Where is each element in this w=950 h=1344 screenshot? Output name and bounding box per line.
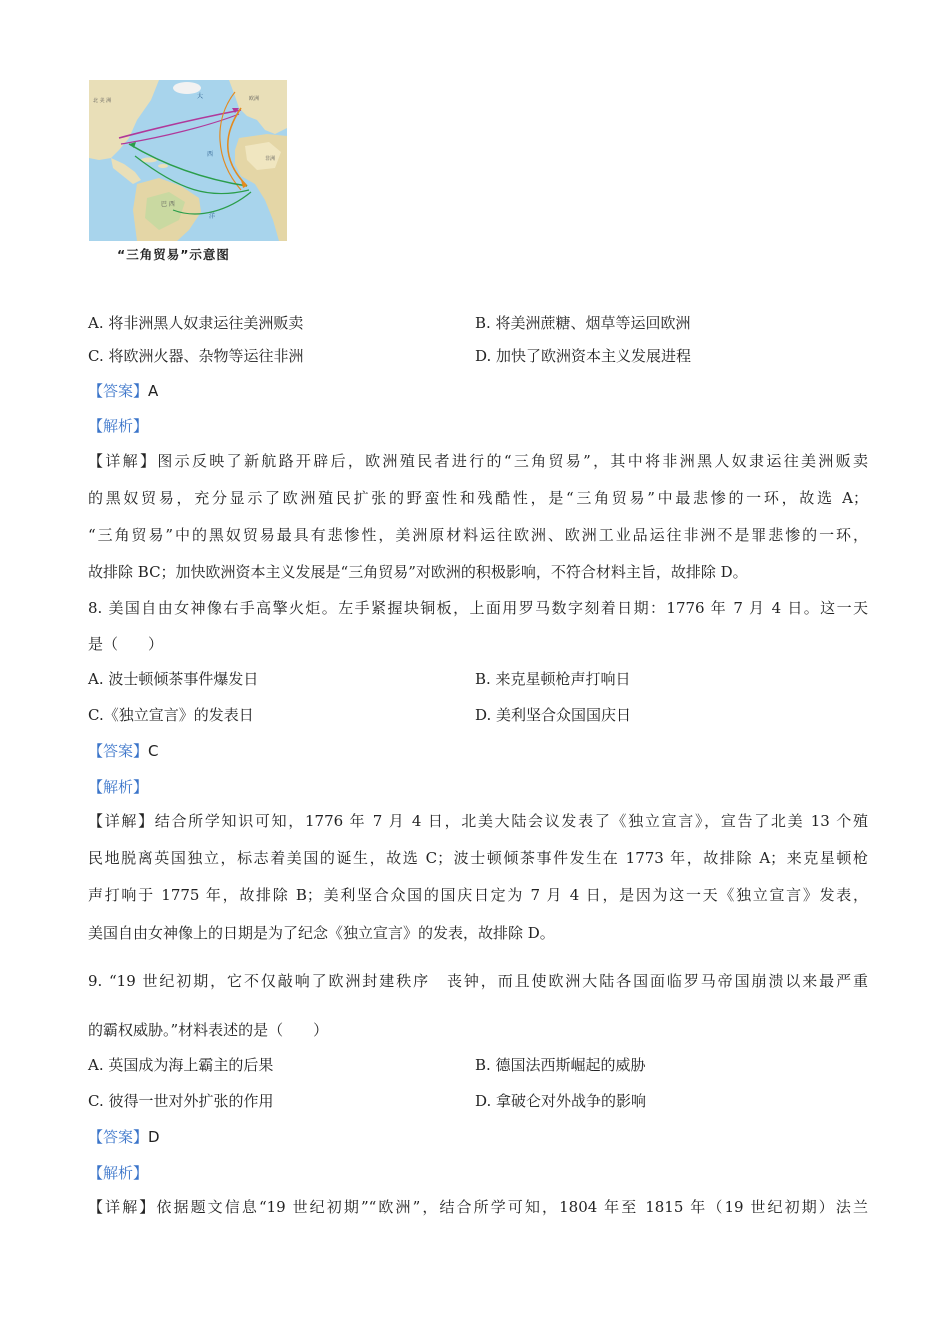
q7-option-d: D. 加快了欧洲资本主义发展进程 xyxy=(475,347,692,365)
q8-answer xyxy=(88,741,159,761)
analysis-tag: 【解析】 xyxy=(88,1164,149,1182)
triangle-trade-figure xyxy=(89,80,287,263)
answer-tag: 【答案】 xyxy=(88,742,149,760)
q8-stem-line-2: 是（ ） xyxy=(88,635,164,653)
q7-option-a: A. 将非洲黑人奴隶运往美洲贩卖 xyxy=(88,314,304,332)
q9-stem-line-2: 的霸权威胁。”材料表述的是（ ） xyxy=(88,1021,329,1039)
q7-option-b: B. 将美洲蔗糖、烟草等运回欧洲 xyxy=(475,314,691,332)
q7-answer xyxy=(88,381,158,401)
svg-text:西: 西 xyxy=(207,151,214,158)
q7-detail-line-4: 故排除 BC；加快欧洲资本主义发展是“三角贸易”对欧洲的积极影响，不符合材料主旨，故排除 D。 xyxy=(88,563,748,581)
q9-answer xyxy=(88,1127,160,1147)
q8-option-c: C.《独立宣言》的发表日 xyxy=(88,706,254,724)
q7-detail-line-1 xyxy=(88,451,868,471)
svg-text:欧洲: 欧洲 xyxy=(249,96,260,102)
answer-tag: 【答案】 xyxy=(88,1128,149,1146)
q8-option-b: B. 来克星顿枪声打响日 xyxy=(475,670,631,688)
q8-detail-line-4: 美国自由女神像上的日期是为了纪念《独立宣言》的发表，故排除 D。 xyxy=(88,924,555,942)
answer-value: A xyxy=(148,382,159,400)
detail-text: 依据题文信息“19 世纪初期”“欧洲”，结合所学可知，1804 年至 1815 年（19 世纪初期）法兰 xyxy=(156,1198,868,1216)
q8-analysis xyxy=(88,777,148,797)
triangle-trade-map xyxy=(89,80,287,241)
answer-tag: 【答案】 xyxy=(88,382,149,400)
detail-tag: 【详解】 xyxy=(88,812,155,830)
q9-detail-line-1 xyxy=(88,1197,868,1217)
detail-tag: 【详解】 xyxy=(88,1198,157,1216)
q8-detail-line-1 xyxy=(88,811,868,831)
figure-caption: “三角贸易”示意图 xyxy=(117,247,230,262)
q7-option-c: C. 将欧洲火器、杂物等运往非洲 xyxy=(88,347,304,365)
q7-analysis xyxy=(88,416,148,436)
svg-text:洋: 洋 xyxy=(209,213,216,220)
q8-detail-line-3: 声打响于 1775 年，故排除 B；美利坚合众国的国庆日定为 7 月 4 日，是因为这一天《独立宣言》发表， xyxy=(88,886,868,904)
detail-text: 图示反映了新航路开辟后，欧洲殖民者进行的“三角贸易”，其中将非洲黑人奴隶运往美洲贩卖 xyxy=(157,452,868,470)
svg-text:非洲: 非洲 xyxy=(265,156,276,162)
q9-option-c: C. 彼得一世对外扩张的作用 xyxy=(88,1092,274,1110)
q8-option-d: D. 美利坚合众国国庆日 xyxy=(475,706,632,724)
q8-detail-line-2: 民地脱离英国独立，标志着美国的诞生，故选 C；波士顿倾茶事件发生在 1773 年，故排除 A；来克星顿枪 xyxy=(88,849,868,867)
svg-text:北 美 洲: 北 美 洲 xyxy=(93,98,112,104)
analysis-tag: 【解析】 xyxy=(88,417,149,435)
answer-value: C xyxy=(148,742,159,760)
q9-analysis xyxy=(88,1163,148,1183)
q8-stem-line-1: 8. 美国自由女神像右手高擎火炬。左手紧握块铜板，上面用罗马数字刻着日期：1776 年 7 月 4 日。这一天 xyxy=(88,599,868,617)
q9-option-a: A. 英国成为海上霸主的后果 xyxy=(88,1056,274,1074)
detail-tag: 【详解】 xyxy=(88,452,158,470)
q9-option-b: B. 德国法西斯崛起的威胁 xyxy=(475,1056,646,1074)
q7-detail-line-2: 的黑奴贸易，充分显示了欧洲殖民扩张的野蛮性和残酷性，是“三角贸易”中最悲惨的一环，故选 A； xyxy=(88,489,868,507)
svg-text:巴 西: 巴 西 xyxy=(161,201,175,208)
svg-text:大: 大 xyxy=(197,93,204,100)
answer-value: D xyxy=(148,1128,160,1146)
q7-detail-line-3: “三角贸易”中的黑奴贸易最具有悲惨性，美洲原材料运往欧洲、欧洲工业品运往非洲不是罪悲惨的一环， xyxy=(88,526,868,544)
detail-text: 结合所学知识可知，1776 年 7 月 4 日，北美大陆会议发表了《独立宣言》，宣告了北美 13 个殖 xyxy=(154,812,868,830)
q9-stem-line-1: 9. “19 世纪初期，它不仅敲响了欧洲封建秩序 丧钟，而且使欧洲大陆各国面临罗马帝国崩溃以来最严重 xyxy=(88,972,868,990)
q8-option-a: A. 波士顿倾茶事件爆发日 xyxy=(88,670,259,688)
q9-option-d: D. 拿破仑对外战争的影响 xyxy=(475,1092,647,1110)
analysis-tag: 【解析】 xyxy=(88,778,149,796)
